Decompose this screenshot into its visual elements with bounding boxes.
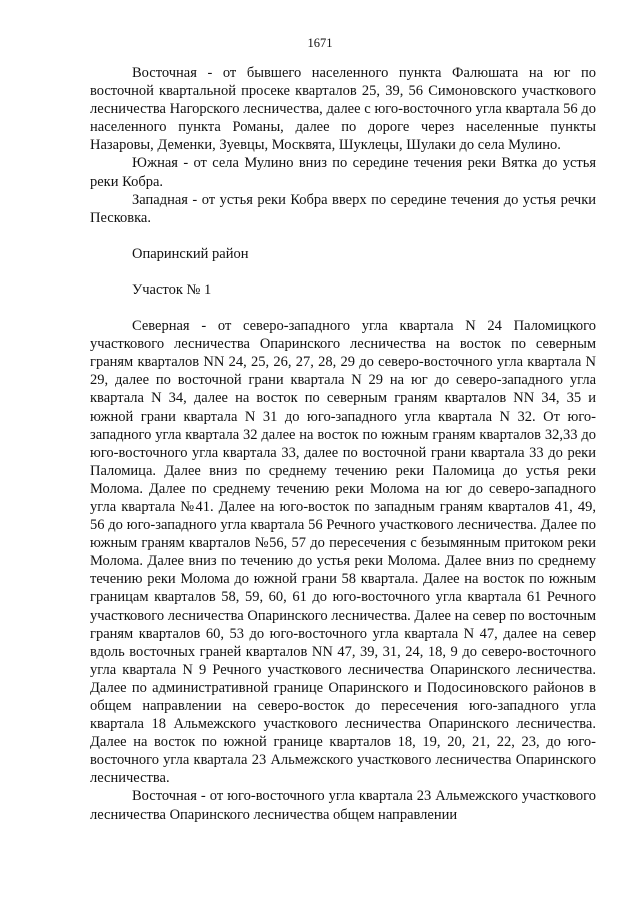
document-body <box>90 64 596 824</box>
paragraph-south-boundary: Южная - от села Мулино вниз по середине течения реки Вятка до устья реки Кобра. <box>90 155 596 190</box>
district-heading: Опаринский район <box>132 245 249 262</box>
section-heading: Участок № 1 <box>132 281 212 298</box>
paragraph-north-boundary: Северная - от северо-западного угла квартала N 24 Паломицкого участкового лесничества Опаринского лесничества на восток по северным граням кварталов NN 24, 25, 26, 27, 28, 29 до северо-восточного угла квартала N 29, далее по восточной грани квартала N 29 на юг до северо-западного угла квартала N 34, далее на восток по северным граням кварталов NN 34, 35 и южной грани квартала N 31 до юго-западного угла квартала N 32. От юго-западного угла квартала 32 далее на восток по южным граням кварталов 32,33 до юго-восточного угла квартала 33, далее по восточной грани квартала 33 до реки Паломица. Далее вниз по среднему течению реки Паломица до устья реки Молома. Далее по среднему течению реки Молома на юг до северо-западного угла квартала №41. Далее на юго-восток по западным граням кварталов 41, 49, 56 до юго-западного угла квартала 56 Речного участкового лесничества. Далее по южным граням кварталов №56, 57 до пересечения с безымянным притоком реки Молома. Далее вниз по течению до устья реки Молома. Далее вниз по среднему течению реки Молома до южной грани 58 квартала. Далее на восток по южным границам кварталов 58, 59, 60, 61 до юго-восточного угла квартала 61 Речного участкового лесничества Опаринского лесничества. Далее на север по восточным граням кварталов 60, 53 до юго-восточного угла квартала N 47, далее на север вдоль восточных граней кварталов NN 47, 39, 31, 24, 18, 9 до северо-восточного угла квартала N 9 Речного участкового лесничества Опаринского лесничества. Далее по административной границе Опаринского и Подосиновского районов в общем направлении на северо-восток до пересечения юго-западного угла квартала 18 Альмежского участкового лесничества Опаринского лесничества. Далее на восток по южной границе кварталов 18, 19, 20, 21, 22, 23, до юго-восточного угла квартала 23 Альмежского участкового лесничества Опаринского лесничества. <box>90 318 596 787</box>
paragraph-east-boundary: Восточная - от бывшего населенного пункта Фалюшата на юг по восточной квартальной просеке кварталов 25, 39, 56 Симоновского участкового лесничества Нагорского лесничества, далее с юго-восточного угла квартала 56 до населенного пункта Романы, далее по дороге через населенные пункты Назаровы, Деменки, Зуевцы, Москвята, Шуклецы, Шулаки до села Мулино. <box>90 65 596 154</box>
page-number: 1671 <box>307 36 333 50</box>
paragraph-west-boundary: Западная - от устья реки Кобра вверх по середине течения до устья речки Песковка. <box>90 191 596 226</box>
paragraph-east-boundary-start: Восточная - от юго-восточного угла квартала 23 Альмежского участкового лесничества Опаринского лесничества общем направлении <box>90 788 596 823</box>
